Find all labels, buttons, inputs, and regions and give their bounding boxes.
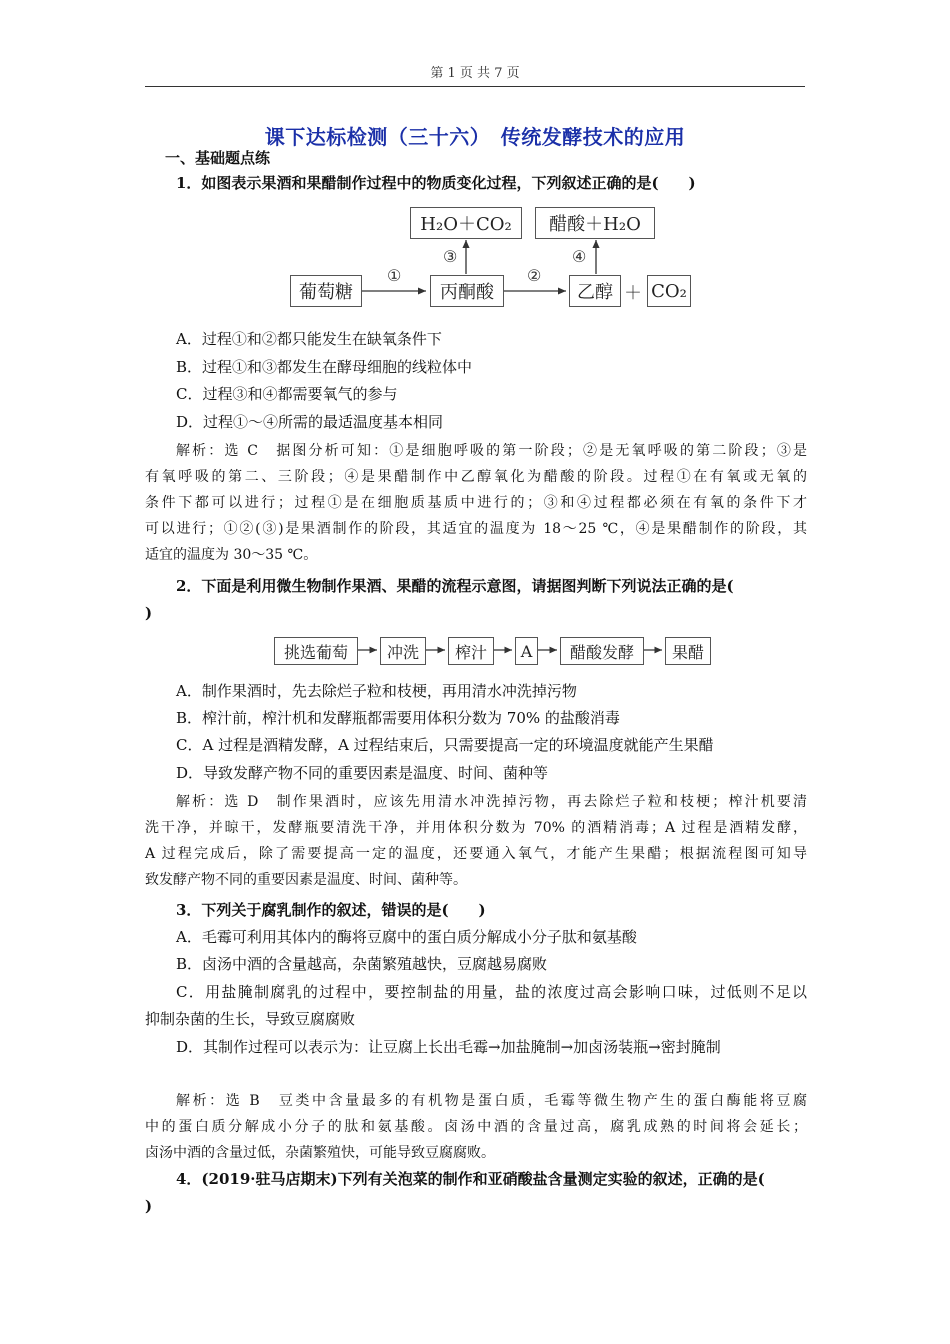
q1-analysis-line: 解析：选 C 据图分析可知：①是细胞呼吸的第一阶段；②是无氧呼吸的第二阶段；③是 bbox=[176, 443, 807, 459]
flow-step-vinegar: 果醋 bbox=[665, 637, 711, 665]
flow-step-rinse: 冲洗 bbox=[380, 637, 426, 665]
document-title: 课下达标检测（三十六） 传统发酵技术的应用 bbox=[264, 125, 686, 149]
q2-analysis-line: A 过程完成后，除了需要提高一定的温度，还要通入氧气，才能产生果醋；根据流程图可知导 bbox=[145, 846, 807, 862]
plus-sign: ＋ bbox=[624, 283, 642, 304]
q3-analysis-line: 卤汤中酒的含量过低，杂菌繁殖快，可能导致豆腐腐败。 bbox=[145, 1145, 495, 1161]
q1-analysis-line: 条件下都可以进行；过程①是在细胞质基质中进行的；③和④过程都必须在有氧的条件下才 bbox=[145, 495, 807, 511]
flow-step-acetic-fermentation: 醋酸发酵 bbox=[560, 637, 644, 665]
q3-option-c-cont: 抑制杂菌的生长，导致豆腐腐败 bbox=[145, 1010, 356, 1028]
q2-option-a: A．制作果酒时，先去除烂子粒和枝梗，再用清水冲洗掉污物 bbox=[176, 682, 577, 700]
q1-analysis-line: 可以进行；①②(③)是果酒制作的阶段，其适宜的温度为 18～25 ℃，④是果醋制作的阶段，其 bbox=[145, 521, 807, 537]
q3-option-d: D．其制作过程可以表示为：让豆腐上长出毛霉→加盐腌制→加卤汤装瓶→密封腌制 bbox=[176, 1038, 721, 1056]
q2-option-d: D．导致发酵产物不同的重要因素是温度、时间、菌种等 bbox=[176, 764, 549, 782]
question-2-stem-end: ) bbox=[145, 604, 153, 622]
step-2-label: ② bbox=[527, 266, 542, 285]
q1-analysis-line: 适宜的温度为 30～35 ℃。 bbox=[145, 547, 318, 563]
q2-analysis-line: 洗干净，并晾干，发酵瓶要清洗干净，并用体积分数为 70% 的酒精消毒；A 过程是酒精发酵， bbox=[145, 820, 807, 836]
q3-option-a: A．毛霉可利用其体内的酶将豆腐中的蛋白质分解成小分子肽和氨基酸 bbox=[176, 928, 637, 946]
flow-step-a: A bbox=[515, 637, 538, 665]
q2-option-c: C．A 过程是酒精发酵，A 过程结束后，只需要提高一定的环境温度就能产生果醋 bbox=[176, 736, 714, 754]
step-1-label: ① bbox=[387, 266, 402, 285]
q3-option-b: B．卤汤中酒的含量越高，杂菌繁殖越快，豆腐越易腐败 bbox=[176, 955, 548, 973]
glucose-box: 葡萄糖 bbox=[290, 275, 362, 307]
q2-option-b: B．榨汁前，榨汁机和发酵瓶都需要用体积分数为 70% 的盐酸消毒 bbox=[176, 709, 620, 727]
question-3-stem: 3．下列关于腐乳制作的叙述，错误的是( ) bbox=[176, 901, 486, 919]
co2-box: CO₂ bbox=[647, 275, 691, 307]
section-heading: 一、基础题点练 bbox=[165, 149, 271, 167]
q3-option-c: C．用盐腌制腐乳的过程中，要控制盐的用量，盐的浓度过高会影响口味，过低则不足以 bbox=[176, 983, 807, 1001]
flow-step-select-grapes: 挑选葡萄 bbox=[274, 637, 358, 665]
page-header: 第 1 页 共 7 页 bbox=[430, 66, 520, 81]
step-3-label: ③ bbox=[443, 247, 458, 266]
step-4-label: ④ bbox=[572, 247, 587, 266]
q2-analysis-line: 解析：选 D 制作果酒时，应该先用清水冲洗掉污物，再去除烂子粒和枝梗；榨汁机要清 bbox=[176, 794, 807, 810]
q3-analysis-line: 中的蛋白质分解成小分子的肽和氨基酸。卤汤中酒的含量过高，腐乳成熟的时间将会延长； bbox=[145, 1119, 807, 1135]
q1-option-b: B．过程①和③都发生在酵母细胞的线粒体中 bbox=[176, 358, 473, 376]
q1-option-a: A．过程①和②都只能发生在缺氧条件下 bbox=[176, 330, 442, 348]
question-1-stem: 1．如图表示果酒和果醋制作过程中的物质变化过程，下列叙述正确的是( ) bbox=[176, 174, 696, 192]
q1-option-c: C．过程③和④都需要氧气的参与 bbox=[176, 385, 398, 403]
pyruvate-box: 丙酮酸 bbox=[430, 275, 504, 307]
flow-step-juice: 榨汁 bbox=[448, 637, 494, 665]
ethanol-box: 乙醇 bbox=[569, 275, 621, 307]
q1-option-d: D．过程①～④所需的最适温度基本相同 bbox=[176, 413, 444, 431]
product-water-co2-box: H₂O＋CO₂ bbox=[410, 207, 522, 239]
q3-analysis-line: 解析：选 B 豆类中含量最多的有机物是蛋白质，毛霉等微生物产生的蛋白酶能将豆腐 bbox=[176, 1093, 807, 1109]
question-4-stem: 4．(2019·驻马店期末)下列有关泡菜的制作和亚硝酸盐含量测定实验的叙述，正确的是( bbox=[176, 1170, 765, 1188]
question-2-stem: 2．下面是利用微生物制作果酒、果醋的流程示意图，请据图判断下列说法正确的是( bbox=[176, 577, 734, 595]
question-4-stem-end: ) bbox=[145, 1197, 153, 1215]
q1-analysis-line: 有氧呼吸的第二、三阶段；④是果醋制作中乙醇氧化为醋酸的阶段。过程①在有氧或无氧的 bbox=[145, 469, 807, 485]
product-acetic-water-box: 醋酸＋H₂O bbox=[535, 207, 655, 239]
q2-analysis-line: 致发酵产物不同的重要因素是温度、时间、菌种等。 bbox=[145, 872, 467, 888]
